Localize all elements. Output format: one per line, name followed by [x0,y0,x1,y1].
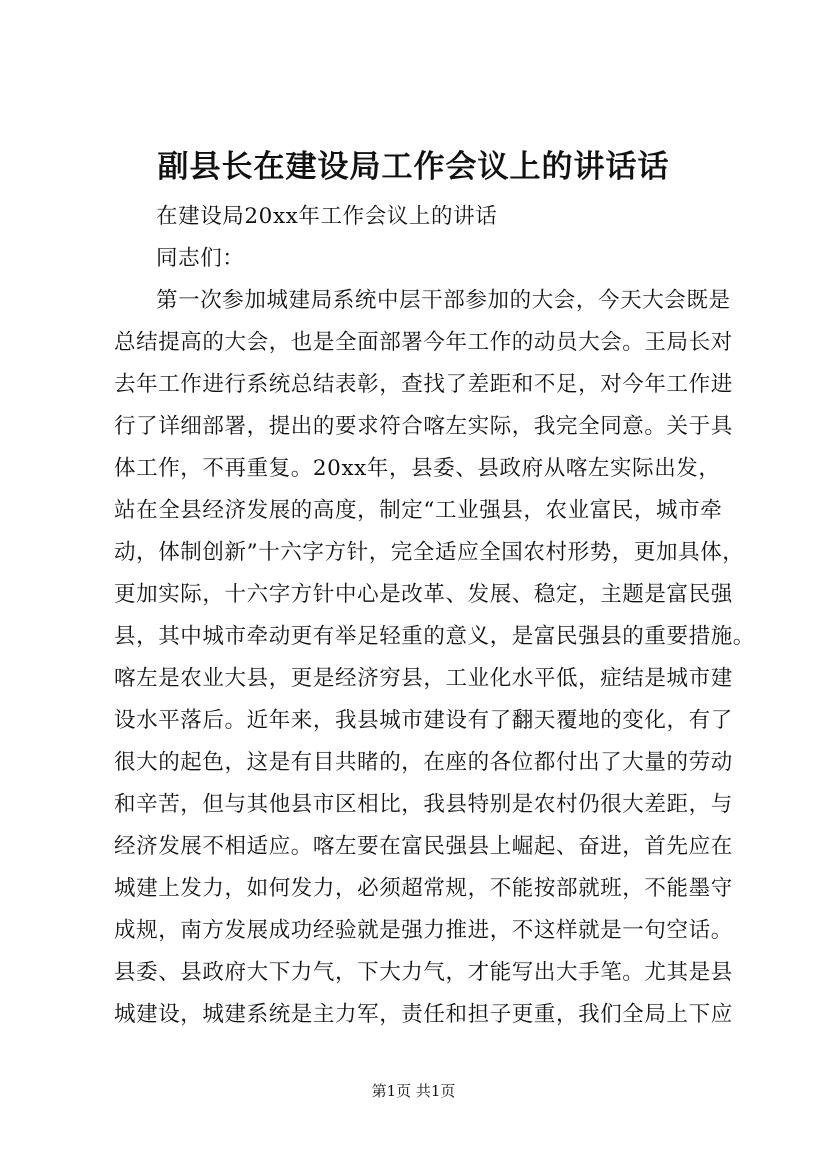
body-line: 动，体制创新”十六字方针，完全适应全国农村形势，更加具体， [114,540,745,565]
body-line: 成规，南方发展成功经验就是强力推进，不这样就是一句空话。 [114,918,733,943]
body-line: 很大的起色，这是有目共睹的，在座的各位都付出了大量的劳动 [114,750,733,775]
body-line: 县，其中城市牵动更有举足轻重的意义，是富民强县的重要措施。 [114,624,755,649]
body-line: 喀左是农业大县，更是经济穷县，工业化水平低，症结是城市建 [114,666,733,691]
body-line: 县委、县政府大下力气，下大力气，才能写出大手笔。尤其是县 [114,960,733,985]
body-line: 经济发展不相适应。喀左要在富民强县上崛起、奋进，首先应在 [114,834,733,859]
body-line: 更加实际，十六字方针中心是改革、发展、稳定，主题是富民强 [114,582,733,607]
body-line: 站在全县经济发展的高度，制定“工业强县，农业富民，城市牵 [114,498,723,523]
body-line: 去年工作进行系统总结表彰，查找了差距和不足，对今年工作进 [114,372,733,397]
body-line: 和辛苦，但与其他县市区相比，我县特别是农村仍很大差距，与 [114,792,733,817]
body-line: 行了详细部署，提出的要求符合喀左实际，我完全同意。关于具 [114,414,733,439]
page-footer: 第1页 共1页 [371,1082,456,1100]
body-line: 第一次参加城建局系统中层干部参加的大会，今天大会既是 [156,288,731,313]
body-line: 城建上发力，如何发力，必须超常规，不能按部就班，不能墨守 [114,876,733,901]
body-line: 体工作，不再重复。20xx年，县委、县政府从喀左实际出发， [114,456,721,481]
body-line: 城建设，城建系统是主力军，责任和担子更重，我们全局上下应 [114,1002,733,1027]
document-title: 副县长在建设局工作会议上的讲话话 [157,149,670,185]
body-line: 设水平落后。近年来，我县城市建设有了翻天覆地的变化，有了 [114,708,733,733]
body-line: 总结提高的大会，也是全面部署今年工作的动员大会。王局长对 [114,330,733,355]
document-subtitle: 在建设局20xx年工作会议上的讲话 [156,204,498,229]
salutation: 同志们： [156,246,245,271]
